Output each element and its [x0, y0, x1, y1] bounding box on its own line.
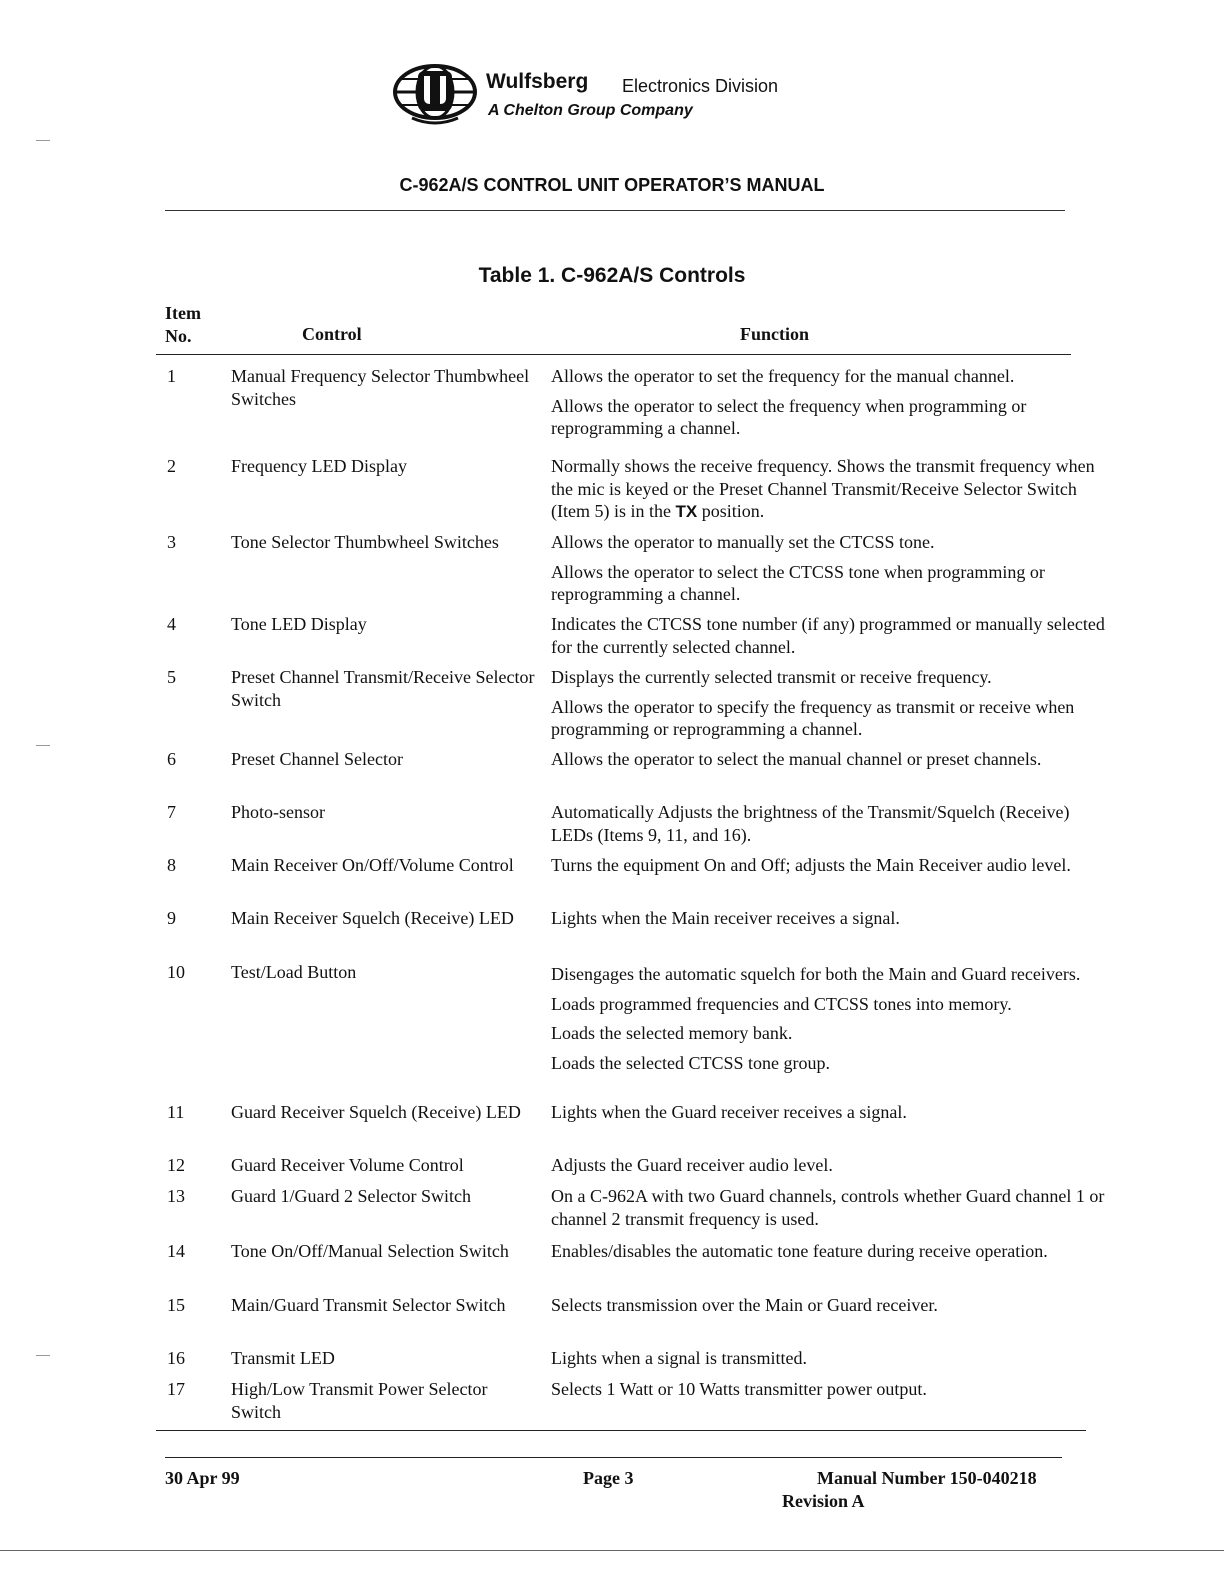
- column-header-function: Function: [740, 324, 810, 344]
- row-control: Main Receiver On/Off/Volume Control: [231, 855, 514, 875]
- function-text: Adjusts the Guard receiver audio level.: [551, 1155, 833, 1175]
- row-function: [551, 801, 1111, 853]
- column-header-item-no: [165, 302, 201, 348]
- function-text: Selects transmission over the Main or Guard receiver.: [551, 1295, 938, 1315]
- row-item-number: 4: [167, 614, 176, 634]
- function-text: Allows the operator to select the CTCSS tone when programming or reprogramming a channel.: [551, 561, 1045, 604]
- row-function: [551, 1185, 1111, 1237]
- row-control: Main/Guard Transmit Selector Switch: [231, 1295, 506, 1315]
- row-control: Tone Selector Thumbwheel Switches: [231, 532, 499, 552]
- row-item-number: 9: [167, 908, 176, 928]
- scan-margin-mark: [36, 140, 50, 141]
- row-item-number: 3: [167, 532, 176, 552]
- row-control: Manual Frequency Selector Thumbwheel Switches: [231, 366, 530, 409]
- column-header-item-line2: No.: [165, 326, 192, 346]
- scan-margin-mark: [36, 1355, 50, 1356]
- logo-division-name: Electronics Division: [622, 76, 779, 96]
- row-control: Tone On/Off/Manual Selection Switch: [231, 1241, 509, 1261]
- row-function: [551, 1240, 1111, 1270]
- tx-position-label: TX: [675, 502, 698, 521]
- function-text: Allows the operator to set the frequency for the manual channel.: [551, 366, 1015, 386]
- manual-title: C-962A/S CONTROL UNIT OPERATOR’S MANUAL: [399, 175, 825, 195]
- row-item-number: 17: [167, 1379, 185, 1399]
- row-function: [551, 1294, 1111, 1324]
- footer-revision: Revision A: [782, 1491, 865, 1511]
- scan-margin-mark: [36, 745, 50, 746]
- column-header-control: Control: [302, 324, 362, 344]
- row-function: [551, 1154, 1111, 1184]
- row-function: [551, 1101, 1111, 1131]
- logo-company-name: Wulfsberg: [486, 70, 589, 93]
- table-header-divider: [156, 354, 1071, 355]
- function-text-pre: Normally shows the receive frequency. Shows the transmit frequency when the mic is keyed or the Preset Channel Transmit/Receive Selector Switch (Item 5) is in the: [551, 456, 1095, 521]
- row-function: [551, 1347, 1111, 1377]
- function-text: Loads the selected memory bank.: [551, 1023, 793, 1043]
- row-control: Tone LED Display: [231, 614, 367, 634]
- row-control: Test/Load Button: [231, 962, 357, 982]
- function-text: Selects 1 Watt or 10 Watts transmitter power output.: [551, 1379, 927, 1399]
- row-item-number: 5: [167, 667, 176, 687]
- function-text: Enables/disables the automatic tone feature during receive operation.: [551, 1241, 1048, 1261]
- function-text: Allows the operator to select the frequency when programming or reprogramming a channel.: [551, 395, 1027, 438]
- row-control: Transmit LED: [231, 1348, 335, 1368]
- row-control: Guard 1/Guard 2 Selector Switch: [231, 1186, 471, 1206]
- function-text: Lights when the Guard receiver receives a signal.: [551, 1102, 907, 1122]
- row-control: Main Receiver Squelch (Receive) LED: [231, 908, 514, 928]
- row-item-number: 11: [167, 1102, 185, 1122]
- row-control: Guard Receiver Squelch (Receive) LED: [231, 1102, 521, 1122]
- row-function: [551, 455, 1111, 531]
- function-text: Allows the operator to select the manual channel or preset channels.: [551, 749, 1042, 769]
- row-function: [551, 531, 1111, 613]
- row-function: [551, 1378, 1111, 1408]
- row-item-number: 16: [167, 1348, 185, 1368]
- row-control: High/Low Transmit Power Selector Switch: [231, 1379, 488, 1422]
- row-item-number: 10: [167, 962, 185, 982]
- function-text: On a C-962A with two Guard channels, controls whether Guard channel 1 or channel 2 transmit frequency is used.: [551, 1186, 1105, 1229]
- function-text: Indicates the CTCSS tone number (if any) programmed or manually selected for the currently selected channel.: [551, 614, 1105, 657]
- function-text: Lights when a signal is transmitted.: [551, 1348, 807, 1368]
- function-text: Loads the selected CTCSS tone group.: [551, 1052, 830, 1073]
- row-item-number: 15: [167, 1295, 185, 1315]
- footer-manual-number: Manual Number 150-040218: [817, 1468, 1037, 1488]
- header-divider: [165, 210, 1065, 211]
- function-text: Lights when the Main receiver receives a signal.: [551, 908, 900, 928]
- table-title: Table 1. C-962A/S Controls: [478, 264, 746, 287]
- function-text: Allows the operator to specify the frequency as transmit or receive when programming or reprogramming a channel.: [551, 696, 1075, 739]
- row-function: [551, 365, 1111, 447]
- row-function: [551, 666, 1111, 748]
- row-control: Photo-sensor: [231, 802, 325, 822]
- wulfsberg-globe-logo-icon: [390, 62, 480, 126]
- footer-divider: [165, 1457, 1062, 1458]
- scan-page-edge: [0, 1550, 1224, 1551]
- function-text: Disengages the automatic squelch for both the Main and Guard receivers.: [551, 964, 1081, 984]
- row-item-number: 2: [167, 456, 176, 476]
- company-logo: [390, 62, 810, 132]
- function-text: Turns the equipment On and Off; adjusts the Main Receiver audio level.: [551, 855, 1071, 875]
- row-function: [551, 854, 1111, 884]
- function-text: Allows the operator to manually set the CTCSS tone.: [551, 532, 935, 552]
- column-header-item-line1: Item: [165, 303, 201, 323]
- function-text: Loads programmed frequencies and CTCSS tones into memory.: [551, 993, 1012, 1014]
- row-item-number: 13: [167, 1186, 185, 1206]
- row-function: [551, 907, 1111, 937]
- footer-date: 30 Apr 99: [165, 1468, 240, 1488]
- row-item-number: 6: [167, 749, 176, 769]
- row-function: [551, 748, 1111, 778]
- row-control: Preset Channel Transmit/Receive Selector Switch: [231, 667, 535, 710]
- function-text: Displays the currently selected transmit or receive frequency.: [551, 667, 992, 687]
- row-item-number: 1: [167, 366, 176, 386]
- row-control: Preset Channel Selector: [231, 749, 403, 769]
- row-item-number: 7: [167, 802, 176, 822]
- function-text-post: position.: [697, 501, 765, 521]
- function-text: [551, 455, 1111, 524]
- row-item-number: 14: [167, 1241, 185, 1261]
- row-control: Frequency LED Display: [231, 456, 407, 476]
- logo-subtitle: A Chelton Group Company: [488, 102, 693, 119]
- table-bottom-divider: [156, 1430, 1086, 1431]
- row-function: [551, 963, 1111, 1081]
- row-control: Guard Receiver Volume Control: [231, 1155, 464, 1175]
- row-function: [551, 613, 1111, 665]
- footer-page-number: Page 3: [583, 1468, 634, 1488]
- row-item-number: 8: [167, 855, 176, 875]
- function-text: Automatically Adjusts the brightness of the Transmit/Squelch (Receive) LEDs (Items 9, 11, and 16).: [551, 802, 1070, 845]
- row-item-number: 12: [167, 1155, 185, 1175]
